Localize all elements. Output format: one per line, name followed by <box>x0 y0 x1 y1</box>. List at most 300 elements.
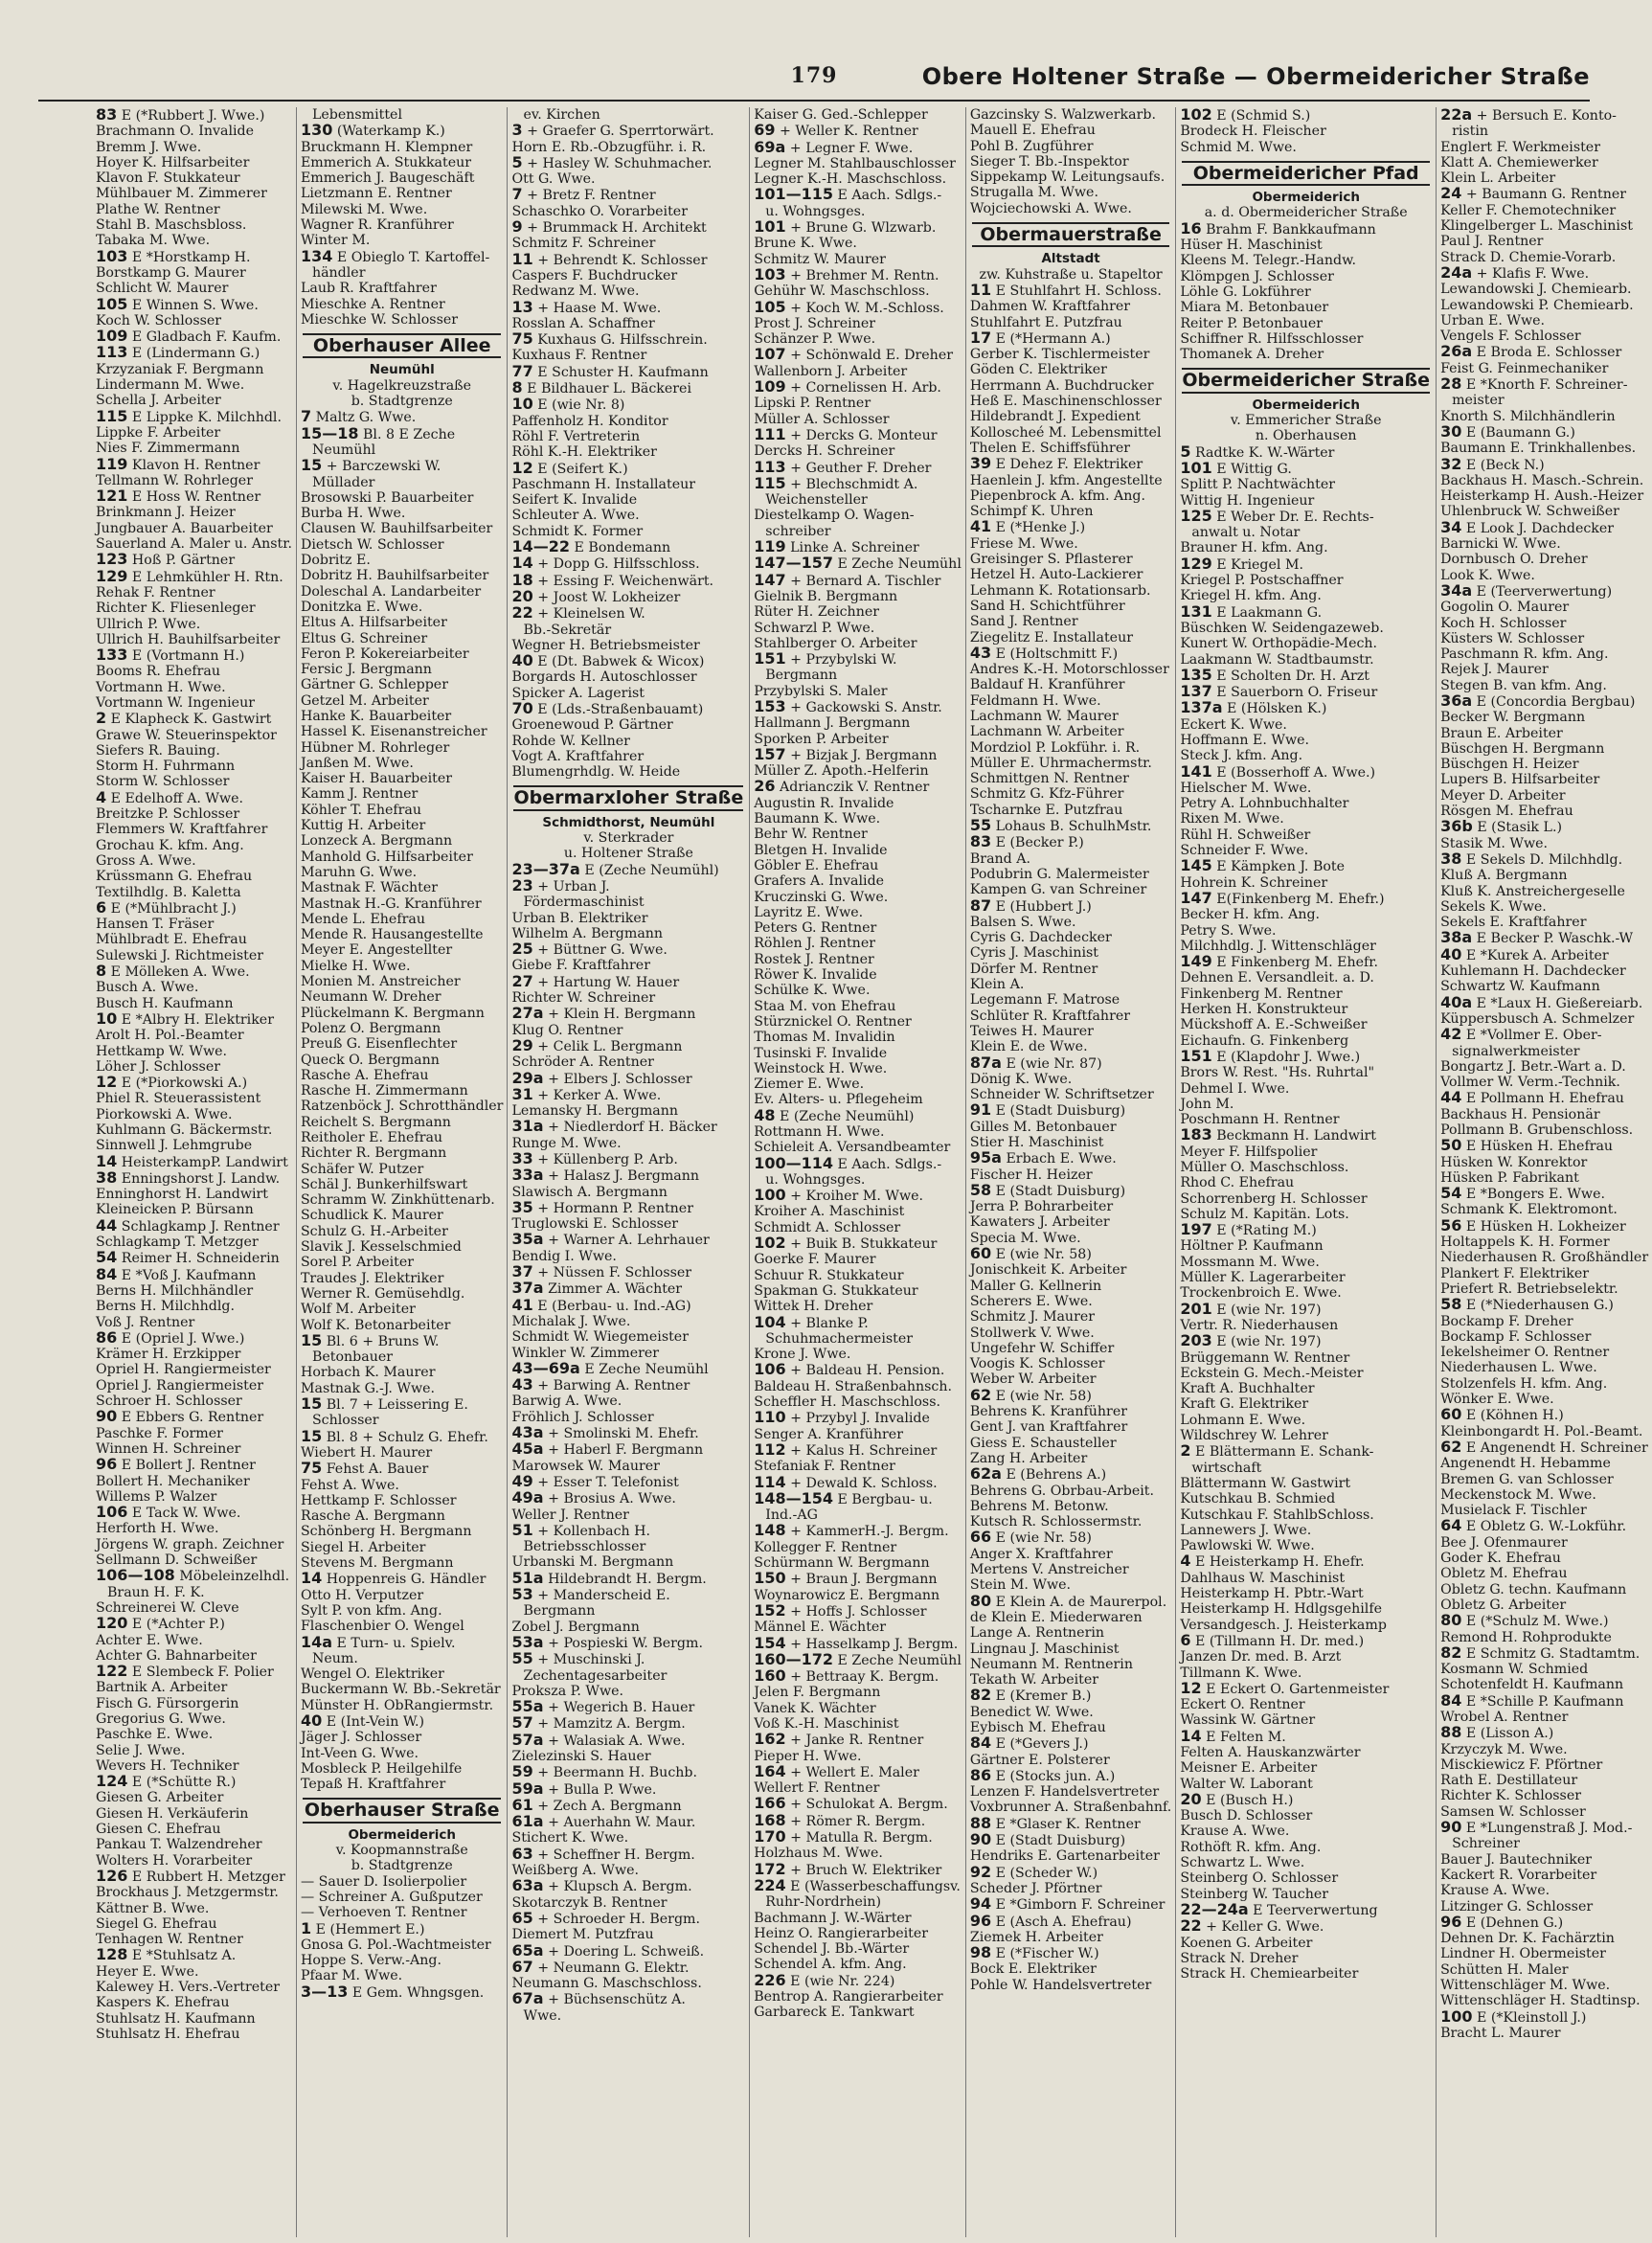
entry-text: Schieleit A. Versandbeamter <box>754 1140 951 1156</box>
house-number: 7 <box>300 407 312 426</box>
house-number: 94 <box>969 1894 992 1914</box>
entry-text: Monien M. Anstreicher <box>300 974 461 990</box>
entry-text: Kosmann W. Schmied <box>1440 1662 1589 1678</box>
resident-entry <box>96 1299 292 1314</box>
house-number: 27a <box>511 1004 544 1023</box>
entry-text: E Bollert J. Rentner <box>121 1458 256 1474</box>
resident-entry <box>511 1895 745 1911</box>
house-number: 148—154 <box>754 1488 834 1507</box>
house-number: 104 <box>754 1312 786 1331</box>
entry-text: Stuhlfahrt E. Putzfrau <box>969 314 1122 330</box>
house-number: 77 <box>511 361 533 380</box>
house-number: 172 <box>754 1859 786 1878</box>
entry-text: + Auerhahn W. Maur. <box>548 1815 696 1831</box>
resident-entry <box>1440 1027 1648 1043</box>
entry-text: Kruczinski G. Wwe. <box>754 889 889 905</box>
entry-text: + Schönwald E. Dreher <box>790 348 953 364</box>
resident-entry <box>1440 1266 1648 1281</box>
resident-entry <box>970 441 1171 456</box>
resident-entry <box>754 604 962 620</box>
entry-text: Weißberg A. Wwe. <box>511 1863 640 1879</box>
resident-entry <box>1180 588 1432 603</box>
entry-text: Maltz G. Wwe. <box>315 410 417 426</box>
entry-text: Schuur R. Stukkateur <box>754 1267 904 1283</box>
resident-entry <box>96 124 292 139</box>
entry-text: Scherers E. Wwe. <box>969 1293 1093 1309</box>
house-number: 100 <box>1440 2006 1473 2026</box>
resident-entry <box>970 1945 1171 1961</box>
resident-entry <box>1180 888 1432 907</box>
entry-text: Podubrin G. Malermeister <box>969 866 1149 882</box>
entry-text: E Finkenberg M. Ehefr. <box>1216 955 1379 971</box>
resident-entry <box>301 880 504 895</box>
house-number: 84 <box>96 1264 118 1283</box>
entry-text: Miara M. Betonbauer <box>1180 300 1329 316</box>
entry-text: Bock E. Elektriker <box>969 1961 1097 1978</box>
entry-text: Eybisch M. Ehefrau <box>969 1719 1106 1735</box>
house-number: 49a <box>511 1488 544 1507</box>
resident-entry <box>96 1837 292 1852</box>
resident-entry <box>970 1404 1171 1419</box>
entry-text: Möbeleinzelhdl. <box>179 1569 290 1585</box>
resident-entry <box>1180 923 1432 939</box>
house-number: 63 <box>511 1844 533 1863</box>
house-number: 105 <box>96 294 128 313</box>
entry-text: Meyer E. Angestellter <box>300 942 453 959</box>
entry-text: Lonzeck A. Bergmann <box>300 833 453 850</box>
entry-text: + Buik B. Stukkateur <box>790 1236 938 1253</box>
resident-entry <box>511 268 745 283</box>
house-number: 15—18 <box>300 423 359 442</box>
resident-entry <box>754 264 962 283</box>
resident-entry <box>96 600 292 616</box>
entry-text: E Zeche Neumühl <box>584 1361 709 1377</box>
resident-entry <box>511 1844 745 1863</box>
resident-entry <box>96 1585 292 1600</box>
entry-text: Fersic J. Bergmann <box>300 662 432 678</box>
resident-entry <box>511 1587 745 1603</box>
house-number: 13 <box>511 297 533 316</box>
entry-text: E Kriegel M. <box>1216 556 1303 573</box>
house-number: 160—172 <box>754 1649 834 1668</box>
resident-entry <box>301 1698 504 1713</box>
entry-text: Andres K.-H. Motorschlosser <box>969 662 1169 678</box>
entry-text: Mückshoff A. E.-Schweißer <box>1180 1017 1368 1033</box>
entry-text: Litzinger G. Schlosser <box>1440 1898 1594 1914</box>
street-range: v. Sterkrader <box>583 830 674 847</box>
entry-text: Friese M. Wwe. <box>969 535 1078 552</box>
resident-entry <box>1180 253 1432 268</box>
entry-text: Englert F. Werkmeister <box>1440 139 1600 155</box>
resident-entry <box>301 1349 504 1365</box>
entry-text: Plathe W. Rentner <box>96 201 220 217</box>
entry-text: E Obletz G. W.-Lokführ. <box>1465 1519 1627 1535</box>
entry-text: Hohrein K. Schreiner <box>1180 874 1328 891</box>
entry-text: Schmidt W. Wiegemeister <box>511 1329 689 1346</box>
resident-entry <box>301 1099 504 1114</box>
entry-text: Neumann W. Dreher <box>300 989 441 1006</box>
resident-entry <box>301 1478 504 1493</box>
entry-text: Braun E. Arbeiter <box>1440 725 1563 741</box>
house-number: 110 <box>754 1408 786 1427</box>
entry-text: E (Klapdohr J. Wwe.) <box>1216 1049 1361 1065</box>
entry-text: Gerber K. Tischlermeister <box>969 347 1150 363</box>
entry-text: Klömpgen J. Schlosser <box>1180 268 1334 284</box>
resident-entry <box>1440 1946 1648 1961</box>
resident-entry <box>511 717 745 733</box>
resident-entry <box>1180 107 1432 124</box>
entry-text: Bl. 8 E Zeche <box>363 426 456 442</box>
house-number: 58 <box>1440 1295 1462 1314</box>
resident-entry <box>511 1814 745 1830</box>
entry-text: Vertr. R. Niederhausen <box>1180 1317 1339 1333</box>
resident-entry <box>754 347 962 363</box>
resident-entry <box>970 488 1171 504</box>
resident-entry <box>301 818 504 833</box>
entry-text: E Obieglo T. Kartoffel- <box>336 249 490 265</box>
resident-entry <box>1180 1630 1432 1649</box>
entry-text: + Pospieski W. Bergm. <box>548 1635 703 1651</box>
resident-entry <box>1440 992 1648 1011</box>
resident-entry <box>96 885 292 900</box>
resident-entry <box>754 1829 962 1846</box>
resident-entry <box>96 822 292 837</box>
entry-text: Göden C. Elektriker <box>969 362 1107 378</box>
entry-text: E (Int-Vein W.) <box>326 1713 425 1730</box>
house-number: 96 <box>1440 1912 1462 1931</box>
resident-entry <box>754 1188 962 1204</box>
entry-text: + Hartung W. Hauer <box>537 974 680 990</box>
entry-text: Männel E. Wächter <box>754 1620 887 1636</box>
entry-text: Eckert K. Wwe. <box>1180 716 1287 733</box>
entry-text: Krzyzaniak F. Bergmann <box>96 361 264 377</box>
street-range: zw. Kuhstraße u. Stapeltor <box>979 266 1163 283</box>
resident-entry <box>1440 757 1648 772</box>
entry-text: Heyer E. Wwe. <box>96 1963 199 1980</box>
resident-entry <box>96 1091 292 1106</box>
resident-entry <box>1440 1107 1648 1122</box>
resident-entry <box>970 1024 1171 1039</box>
resident-entry <box>511 1632 745 1651</box>
entry-text: + Küllenberg P. Arb. <box>537 1152 678 1167</box>
resident-entry <box>970 945 1171 961</box>
resident-entry <box>754 236 962 251</box>
resident-entry <box>301 631 504 646</box>
resident-entry <box>301 217 504 233</box>
resident-entry <box>754 1941 962 1957</box>
entry-text: Gärtner G. Schlepper <box>300 677 448 693</box>
entry-text: Schroer H. Schlosser <box>96 1393 242 1410</box>
entry-text: + Elbers J. Schlosser <box>548 1071 692 1087</box>
resident-entry <box>1180 1855 1432 1870</box>
entry-text: Hoyer K. Hilfsarbeiter <box>96 154 250 170</box>
house-number: 30 <box>1440 421 1462 441</box>
entry-text: E Lehmkühler H. Rtn. <box>131 569 283 585</box>
resident-entry <box>1180 1760 1432 1776</box>
entry-text: Opriel J. Rangiermeister <box>96 1377 264 1393</box>
entry-text: Kackert R. Vorarbeiter <box>1440 1867 1597 1883</box>
entry-text: Borstkamp G. Maurer <box>96 264 246 281</box>
resident-entry <box>301 1730 504 1745</box>
resident-entry <box>301 1286 504 1302</box>
entry-text: + Haberl F. Bergmann <box>548 1442 704 1459</box>
house-number: 48 <box>754 1105 776 1124</box>
resident-entry <box>511 1377 745 1393</box>
resident-entry <box>1180 556 1432 573</box>
resident-entry <box>301 1461 504 1477</box>
resident-entry <box>970 519 1171 535</box>
resident-entry <box>1180 733 1432 748</box>
house-number: 115 <box>754 473 786 492</box>
entry-text: Paschke F. Former <box>96 1425 223 1441</box>
entry-text: Emmerich A. Stukkateur <box>300 154 472 170</box>
entry-text: Wolf M. Arbeiter <box>300 1302 416 1318</box>
entry-text: E Tack W. Wwe. <box>131 1506 241 1522</box>
entry-text: Rottmann H. Wwe. <box>754 1124 885 1140</box>
house-number: 130 <box>300 121 333 140</box>
resident-entry <box>96 728 292 743</box>
entry-text: E Pollmann H. Ehefrau <box>1465 1091 1624 1107</box>
entry-text: Rösgen M. Ehefrau <box>1440 804 1573 820</box>
resident-entry <box>511 1314 745 1329</box>
resident-entry <box>301 1271 504 1286</box>
entry-text: Bruckmann H. Klempner <box>300 139 473 155</box>
resident-entry <box>301 1984 504 2001</box>
entry-text: Paffenholz H. Konditor <box>511 413 668 429</box>
entry-text: Heisterkamp H. Hdlgsgehilfe <box>1180 1601 1382 1618</box>
entry-text: Rasche H. Zimmermann <box>300 1083 468 1099</box>
resident-entry <box>1180 1396 1432 1412</box>
house-number: 66 <box>969 1528 992 1547</box>
entry-text: + Graefer G. Sperrtorwärt. <box>527 124 714 140</box>
resident-entry <box>511 570 745 589</box>
entry-text: Lachmann W. Arbeiter <box>969 724 1124 740</box>
entry-text: + Kroiher M. Wwe. <box>790 1189 924 1205</box>
resident-entry <box>301 989 504 1005</box>
resident-entry <box>301 297 504 312</box>
resident-entry <box>96 1822 292 1837</box>
resident-entry <box>1180 1381 1432 1396</box>
entry-text: Bentrop A. Rangierarbeiter <box>754 1989 943 2005</box>
resident-entry <box>511 2008 745 2024</box>
entry-text: E (wie Nr. 224) <box>790 1973 895 1989</box>
resident-entry <box>96 1075 292 1091</box>
resident-entry <box>1440 884 1648 899</box>
entry-text: Giesen C. Ehefrau <box>96 1822 221 1838</box>
resident-entry <box>970 1150 1171 1167</box>
house-number: 5 <box>1180 442 1191 461</box>
house-number: 88 <box>1440 1723 1462 1742</box>
entry-text: Rejek J. Maurer <box>1440 662 1549 678</box>
entry-text: E (wie Nr. 197) <box>1216 1334 1322 1350</box>
house-number: 29a <box>511 1068 544 1087</box>
resident-entry <box>96 1964 292 1980</box>
resident-entry <box>301 646 504 662</box>
house-number: 38a <box>1440 928 1473 947</box>
house-number: 36b <box>1440 817 1473 836</box>
entry-text: Hanke K. Bauarbeiter <box>300 708 452 724</box>
entry-text: Gilles M. Betonbauer <box>969 1119 1117 1135</box>
entry-text: Schreinerei W. Cleve <box>96 1599 239 1616</box>
resident-entry <box>970 724 1171 739</box>
entry-text: + Beermann H. Buchb. <box>537 1765 697 1781</box>
entry-text: Keller F. Chemotechniker <box>1440 202 1617 218</box>
resident-entry <box>1440 234 1648 249</box>
resident-entry <box>1440 944 1648 963</box>
house-number: 154 <box>754 1633 786 1652</box>
entry-text: Dobritz E. <box>300 553 371 569</box>
entry-text: Hübner M. Rohrleger <box>300 739 450 756</box>
entry-text: Sellmann D. Schweißer <box>96 1552 258 1569</box>
entry-text: Priefert R. Betriebselektr. <box>1440 1280 1618 1297</box>
entry-text: Getzel M. Arbeiter <box>300 692 429 709</box>
entry-text: Petry S. Wwe. <box>1180 922 1277 939</box>
resident-entry <box>511 1425 745 1441</box>
resident-entry <box>970 1642 1171 1657</box>
resident-entry <box>970 630 1171 646</box>
entry-text: Kaiser G. Ged.-Schlepper <box>754 107 928 123</box>
resident-entry <box>511 1167 745 1184</box>
entry-text: Höltner P. Kaufmann <box>1180 1238 1324 1255</box>
resident-entry <box>1180 1745 1432 1760</box>
entry-text: E Turn- u. Spielv. <box>336 1635 456 1651</box>
entry-text: Splitt P. Nachtwächter <box>1180 477 1336 493</box>
house-number: 90 <box>96 1407 118 1426</box>
entry-text: Erbach E. Wwe. <box>1006 1151 1117 1167</box>
resident-entry <box>96 1633 292 1648</box>
entry-text: Laakmann W. Stadtbaumstr. <box>1180 651 1374 668</box>
resident-entry <box>1440 693 1648 710</box>
resident-entry <box>301 202 504 217</box>
house-number: 100 <box>754 1186 786 1205</box>
resident-entry <box>1440 819 1648 835</box>
resident-entry <box>96 1215 292 1235</box>
house-number: 103 <box>96 246 128 265</box>
resident-entry <box>1440 1978 1648 1993</box>
entry-text: Kawaters J. Arbeiter <box>969 1214 1110 1231</box>
house-number: 84 <box>1440 1690 1462 1710</box>
entry-text: Kutschkau F. StahlbSchloss. <box>1180 1507 1374 1523</box>
resident-entry <box>96 897 292 917</box>
resident-entry <box>96 1107 292 1122</box>
resident-entry <box>1440 140 1648 155</box>
resident-entry <box>1180 284 1432 300</box>
house-number: 60 <box>969 1244 992 1263</box>
resident-entry <box>754 156 962 171</box>
resident-entry <box>1440 124 1648 139</box>
entry-text: Feron P. Kokereiarbeiter <box>300 646 469 662</box>
resident-entry <box>1440 170 1648 186</box>
resident-entry <box>970 139 1171 154</box>
resident-entry <box>1180 875 1432 891</box>
resident-entry <box>1440 1407 1648 1423</box>
resident-entry <box>970 1547 1171 1562</box>
house-number: 4 <box>96 787 107 806</box>
entry-text: E (Lisson A.) <box>1465 1726 1554 1742</box>
entry-text: E (Schmid S.) <box>1216 108 1311 124</box>
entry-text: Wolf K. Betonarbeiter <box>300 1317 451 1333</box>
resident-entry <box>511 1084 745 1103</box>
entry-text: E Look J. Dachdecker <box>1465 520 1615 536</box>
resident-entry <box>1180 970 1432 986</box>
entry-text: Opriel H. Rangiermeister <box>96 1362 271 1378</box>
resident-entry <box>754 1092 962 1107</box>
entry-text: E (*Kleinstoll J.) <box>1477 2009 1587 2026</box>
entry-text: Tenhagen W. Rentner <box>96 1932 243 1948</box>
house-number: 84 <box>969 1733 992 1753</box>
entry-text: Gehühr W. Maschschloss. <box>754 283 930 300</box>
resident-entry <box>1180 573 1432 588</box>
entry-text: E Scholten Dr. H. Arzt <box>1216 668 1369 684</box>
house-number: 49 <box>511 1471 533 1490</box>
resident-entry <box>754 967 962 983</box>
house-number: 128 <box>96 1945 128 1964</box>
resident-entry <box>1180 1285 1432 1301</box>
resident-entry <box>754 379 962 396</box>
resident-entry <box>1180 781 1432 796</box>
entry-text: E (Concordia Bergbau) <box>1476 693 1636 710</box>
resident-entry <box>1440 1630 1648 1645</box>
entry-text: Michalak J. Wwe. <box>511 1313 631 1329</box>
house-number: 80 <box>1440 1611 1462 1630</box>
entry-text: + Hasley W. Schuhmacher. <box>527 155 713 171</box>
entry-text: E (wie Nr. 197) <box>1216 1302 1322 1318</box>
resident-entry <box>301 1006 504 1021</box>
resident-entry <box>301 786 504 802</box>
entry-text: Reitholer E. Ehefrau <box>300 1130 443 1145</box>
entry-text: Voß J. Rentner <box>96 1314 195 1330</box>
entry-text: Legemann F. Matrose <box>969 992 1120 1008</box>
entry-text: Caspers F. Buchdrucker <box>511 267 678 283</box>
entry-text: E (*Piorkowski A.) <box>121 1076 248 1092</box>
entry-text: Stegen B. van kfm. Ang. <box>1440 677 1607 693</box>
resident-entry <box>970 1896 1171 1913</box>
resident-entry <box>301 1036 504 1052</box>
entry-text: E *Gimborn F. Schreiner <box>995 1897 1165 1914</box>
resident-entry <box>301 1068 504 1083</box>
resident-entry <box>970 201 1171 216</box>
entry-text: Truglowski E. Schlosser <box>511 1216 679 1233</box>
resident-entry <box>511 653 745 669</box>
entry-text: + Bizjak J. Bergmann <box>790 747 938 763</box>
entry-text: + Römer R. Bergm. <box>790 1813 926 1829</box>
resident-entry <box>301 1396 504 1413</box>
entry-text: Hallmann J. Bergmann <box>754 715 911 732</box>
resident-entry <box>96 1866 292 1885</box>
entry-text: E Edelhoff A. Wwe. <box>110 790 244 806</box>
entry-text: + Muschinski J. <box>537 1652 645 1668</box>
resident-entry <box>970 1625 1171 1641</box>
entry-text: E (*Niederhausen G.) <box>1465 1298 1614 1314</box>
entry-text: Braun H. F. K. <box>107 1584 205 1600</box>
resident-entry <box>301 1177 504 1192</box>
entry-text: Tusinski F. Invalide <box>754 1045 888 1061</box>
resident-entry <box>511 1991 745 2007</box>
house-number: 90 <box>969 1830 992 1849</box>
resident-entry <box>1440 1075 1648 1090</box>
resident-entry <box>301 1588 504 1603</box>
entry-text: Rixen M. Wwe. <box>1180 811 1284 827</box>
resident-entry <box>1440 1297 1648 1313</box>
entry-text: Hüser H. Maschinist <box>1180 238 1323 254</box>
resident-entry <box>970 867 1171 882</box>
entry-text: Iekelsheimer O. Rentner <box>1440 1345 1610 1361</box>
entry-text: Lietzmann E. Rentner <box>300 186 452 202</box>
entry-text: Brüggemann W. Rentner <box>1180 1349 1350 1366</box>
entry-text: Arolt H. Pol.-Beamter <box>96 1028 244 1044</box>
entry-text: Bachmann J. W.-Wärter <box>754 1910 912 1926</box>
resident-entry <box>754 668 962 683</box>
